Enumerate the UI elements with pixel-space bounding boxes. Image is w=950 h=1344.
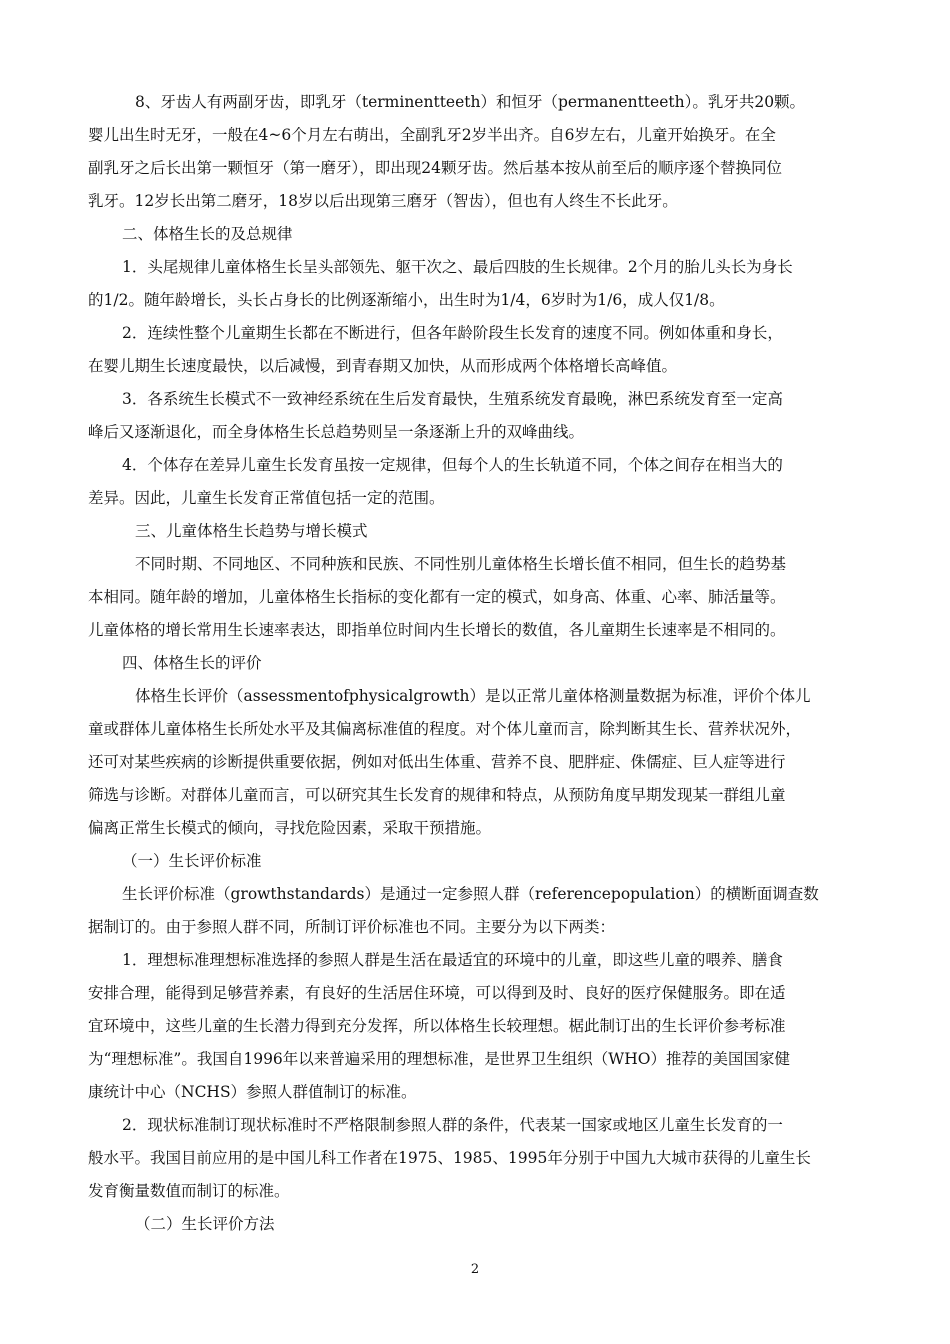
paragraph-line: 不同时期、不同地区、不同种族和民族、不同性别儿童体格生长增长值不相同，但生长的趋势基: [135, 555, 787, 573]
paragraph-line: 筛选与诊断。对群体儿童而言，可以研究其生长发育的规律和特点，从预防角度早期发现某一群组儿童: [88, 786, 786, 804]
paragraph-line: 童或群体儿童体格生长所处水平及其偏离标准值的程度。对个体儿童而言，除判断其生长、营养状况外，: [88, 720, 802, 738]
section-heading: 三、儿童体格生长趋势与增长模式: [135, 522, 368, 540]
paragraph-line: 1．头尾规律儿童体格生长呈头部领先、躯干次之、最后四肢的生长规律。2个月的胎儿头长为身长: [122, 258, 793, 276]
paragraph-line: 般水平。我国目前应用的是中国儿科工作者在1975、1985、1995年分别于中国九大城市获得的儿童生长: [88, 1149, 811, 1167]
paragraph-line: 婴儿出生时无牙，一般在4~6个月左右萌出，全副乳牙2岁半出齐。自6岁左右，儿童开始换牙。在全: [88, 126, 776, 144]
paragraph-line: 体格生长评价（assessmentofphysicalgrowth）是以正常儿童体格测量数据为标准，评价个体儿: [135, 687, 811, 705]
paragraph-line: 安排合理，能得到足够营养素，有良好的生活居住环境，可以得到及时、良好的医疗保健服务。即在适: [88, 984, 786, 1002]
paragraph-line: 本相同。随年龄的增加，儿童体格生长指标的变化都有一定的模式，如身高、体重、心率、肺活量等。: [88, 588, 786, 606]
paragraph-line: 康统计中心（NCHS）参照人群值制订的标准。: [88, 1083, 417, 1101]
paragraph-line: 4．个体存在差异儿童生长发育虽按一定规律，但每个人的生长轨道不同，个体之间存在相当大的: [122, 456, 783, 474]
paragraph-line: 峰后又逐渐退化，而全身体格生长总趋势则呈一条逐渐上升的双峰曲线。: [88, 423, 585, 441]
paragraph-line: 为“理想标准”。我国自1996年以来普遍采用的理想标准，是世界卫生组织（WHO）推荐的美国国家健: [88, 1050, 790, 1068]
paragraph-line: 据制订的。由于参照人群不同，所制订评价标准也不同。主要分为以下两类：: [88, 918, 616, 936]
section-heading: 四、体格生长的评价: [122, 654, 262, 672]
paragraph-line: 在婴儿期生长速度最快，以后减慢，到青春期又加快，从而形成两个体格增长高峰值。: [88, 357, 678, 375]
paragraph-line: 发育衡量数值而制订的标准。: [88, 1182, 290, 1200]
paragraph-line: 宜环境中，这些儿童的生长潜力得到充分发挥，所以体格生长较理想。椐此制订出的生长评价参考标准: [88, 1017, 786, 1035]
paragraph-line: 偏离正常生长模式的倾向，寻找危险因素，采取干预措施。: [88, 819, 492, 837]
paragraph-line: 副乳牙之后长出第一颗恒牙（第一磨牙），即出现24颗牙齿。然后基本按从前至后的顺序逐个替换同位: [88, 159, 782, 177]
paragraph-line: 生长评价标准（growthstandards）是通过一定参照人群（referencepopulation）的横断面调查数: [122, 885, 819, 903]
subsection-heading: （二）生长评价方法: [135, 1215, 275, 1233]
paragraph-line: 乳牙。12岁长出第二磨牙，18岁以后出现第三磨牙（智齿），但也有人终生不长此牙。: [88, 192, 678, 210]
paragraph-line: 3．各系统生长模式不一致神经系统在生后发育最快，生殖系统发育最晚，淋巴系统发育至一定高: [122, 390, 783, 408]
paragraph-line: 的1/2。随年龄增长，头长占身长的比例逐渐缩小，出生时为1/4，6岁时为1/6，成人仅1/8。: [88, 291, 725, 309]
subsection-heading: （一）生长评价标准: [122, 852, 262, 870]
paragraph-line: 差异。因此，儿童生长发育正常值包括一定的范围。: [88, 489, 445, 507]
paragraph-line: 8、牙齿人有两副牙齿，即乳牙（terminentteeth）和恒牙（permanentteeth）。乳牙共20颗。: [135, 93, 806, 111]
paragraph-line: 还可对某些疾病的诊断提供重要依据，例如对低出生体重、营养不良、肥胖症、侏儒症、巨人症等进行: [88, 753, 786, 771]
section-heading: 二、体格生长的及总规律: [122, 225, 293, 243]
paragraph-line: 1．理想标准理想标准选择的参照人群是生活在最适宜的环境中的儿童，即这些儿童的喂养、膳食: [122, 951, 783, 969]
page-number: 2: [470, 1262, 480, 1277]
paragraph-line: 2．现状标准制订现状标准时不严格限制参照人群的条件，代表某一国家或地区儿童生长发育的一: [122, 1116, 783, 1134]
paragraph-line: 2．连续性整个儿童期生长都在不断进行，但各年龄阶段生长发育的速度不同。例如体重和身长，: [122, 324, 783, 342]
paragraph-line: 儿童体格的增长常用生长速率表达，即指单位时间内生长增长的数值，各儿童期生长速率是不相同的。: [88, 621, 786, 639]
